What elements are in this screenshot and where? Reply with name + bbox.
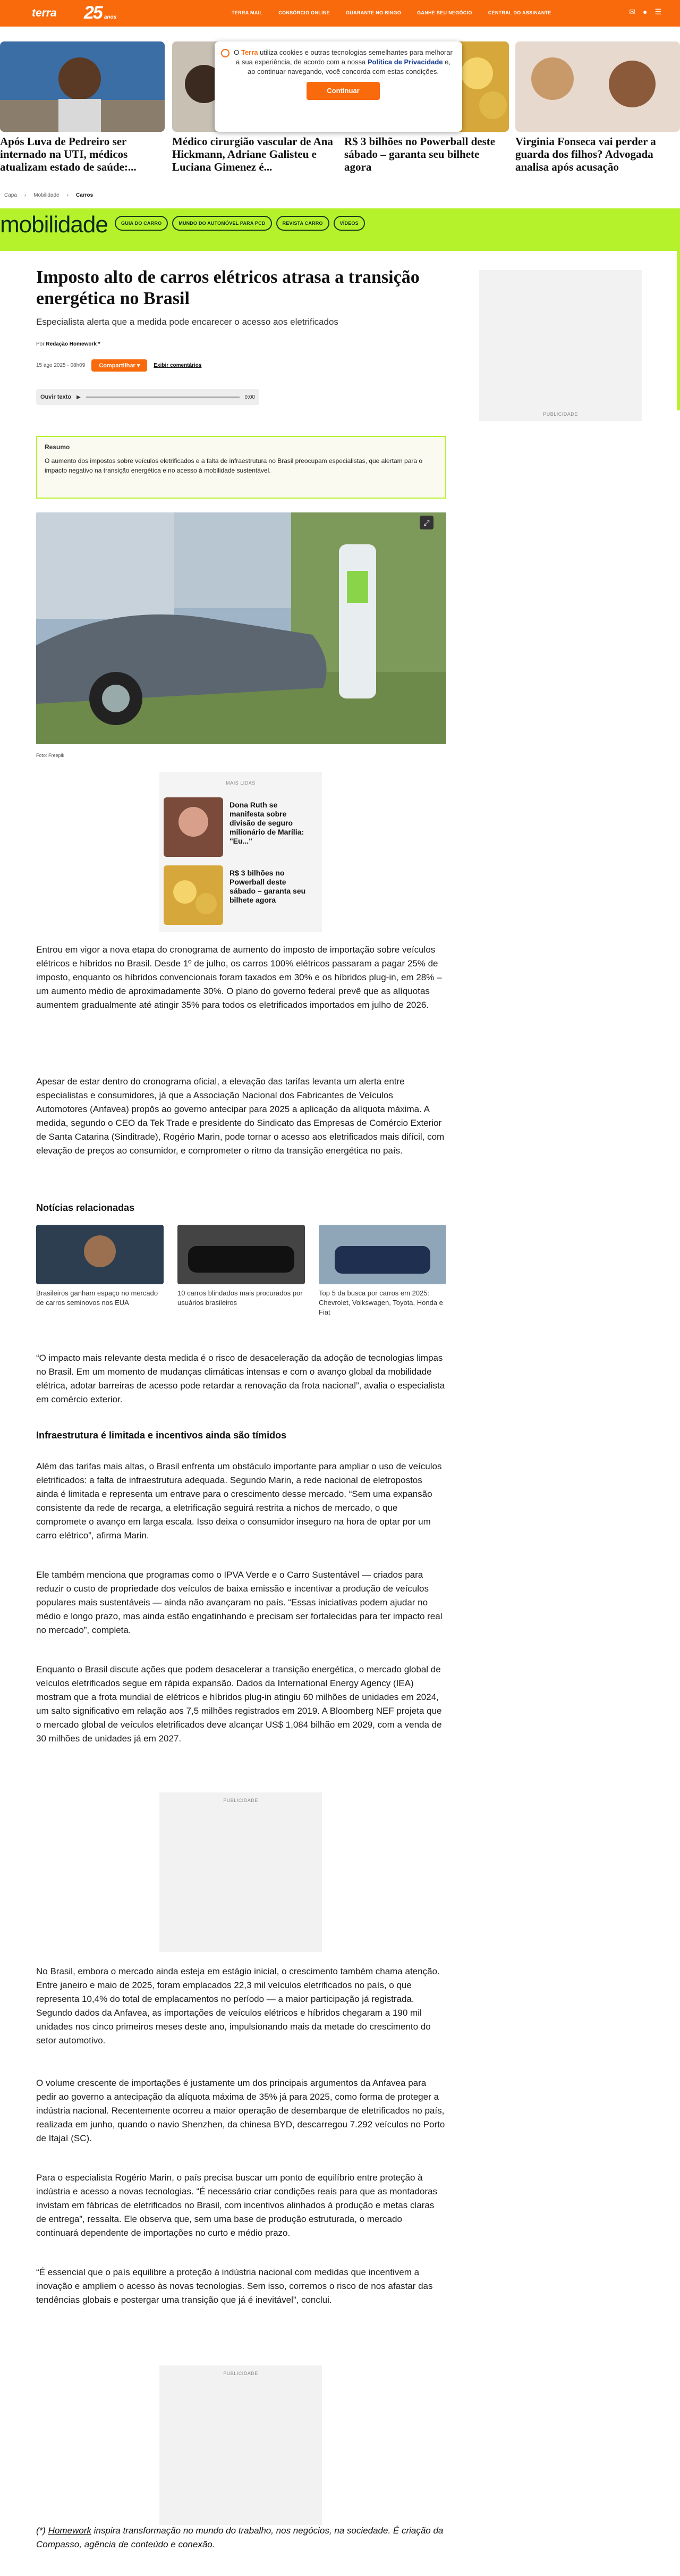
mobilidade-logo[interactable]: mobilidade bbox=[0, 212, 108, 238]
nav-link-terra-mail[interactable]: TERRA MAIL bbox=[232, 10, 263, 15]
top-navigation-bar bbox=[0, 0, 680, 27]
share-button[interactable]: Compartilhar ▾ bbox=[91, 359, 147, 372]
related-news-item[interactable] bbox=[177, 1225, 305, 1308]
breadcrumb-capa[interactable]: Capa bbox=[4, 192, 17, 198]
article-paragraph: Apesar de estar dentro do cronograma oficial, a elevação das tarifas levanta um alerta entre especialistas e consumidores, já que a Associação Nacional dos Fabricantes de Veículos Automotores (Anfavea) propôs ao governo antecipar para 2025 a aplicação da alíquota máxima. A medida, segundo o CEO da Tek Trade e presidente do Sindicato das Empresas de Comércio Exterior de Santa Catarina (Sinditrade), Rogério Marin, pode tornar o acesso aos eletrificados mais difícil, com elevação de preços ao consumidor, e comprometer o ritmo da transição energética no país. bbox=[36, 1076, 445, 1156]
article-footnote: (*) Homework inspira transformação no mundo do trabalho, nos negócios, na sociedade. É criação da Compasso, agência de conteúdo e conexão. bbox=[36, 2526, 444, 2549]
top-nav-links bbox=[232, 10, 551, 15]
most-read-title: R$ 3 bilhões no Powerball deste sábado – garanta seu bilhete agora bbox=[230, 869, 306, 904]
most-read-image bbox=[164, 865, 223, 925]
nav-link-assinante[interactable]: CENTRAL DO ASSINANTE bbox=[488, 10, 551, 15]
cookie-icon bbox=[221, 49, 230, 57]
story-title: Após Luva de Pedreiro ser internado na UTI, médicos atualizam estado de saúde:... bbox=[0, 135, 137, 173]
cookie-text: O Terra utiliza cookies e outras tecnologias semelhantes para melhorar a sua experiência, de acordo com a nossa Política de Privacidade e, ao continuar navegando, você concorda com estas condições. bbox=[234, 48, 453, 75]
story-card[interactable] bbox=[0, 41, 165, 186]
audio-progress-bar[interactable] bbox=[86, 397, 240, 398]
anniversary-logo: 25 anos bbox=[84, 3, 117, 23]
article-paragraph: Além das tarifas mais altas, o Brasil enfrenta um obstáculo importante para ampliar o uso de veículos eletrificados: a falta de infraestrutura adequada. Segundo Marin, a rede nacional de eletropostos ainda é limitada e representa um entrave para o crescimento desse mercado. “Sem uma expansão consistente da rede de recarga, a eletrificação seguirá restrita a nichos de mercado, o que compromete o avanço em larga escala. Isso deixa o consumidor inseguro na hora de optar por um carro elétrico”, afirma Marin. bbox=[36, 1461, 442, 1540]
nav-link-consorcio[interactable]: CONSÓRCIO ONLINE bbox=[278, 10, 330, 15]
chevron-down-icon: ▾ bbox=[137, 363, 140, 369]
section-pill-pcd[interactable]: MUNDO DO AUTOMÓVEL PARA PCD bbox=[172, 216, 271, 231]
section-accent-line bbox=[677, 251, 680, 410]
most-read-title: Dona Ruth se manifesta sobre divisão de seguro milionário de Marília: "Eu..." bbox=[230, 801, 304, 845]
inline-ad: PUBLICIDADE bbox=[159, 2365, 322, 2525]
user-icon[interactable]: ● bbox=[642, 7, 648, 16]
related-news-image bbox=[36, 1225, 164, 1284]
summary-title: Resumo bbox=[45, 443, 70, 451]
related-news-image bbox=[319, 1225, 446, 1284]
show-comments-link[interactable]: Exibir comentários bbox=[154, 363, 202, 368]
mail-icon[interactable]: ✉ bbox=[629, 7, 635, 16]
article-subheading: Infraestrutura é limitada e incentivos ainda são tímidos bbox=[36, 1430, 287, 1441]
photo-credit: Foto: Freepik bbox=[36, 753, 65, 758]
sidebar-ad: PUBLICIDADE bbox=[479, 270, 642, 421]
story-image bbox=[0, 41, 165, 132]
story-image bbox=[515, 41, 680, 132]
related-news-title: Top 5 da busca por carros em 2025: Chevrolet, Volkswagen, Toyota, Honda e Fiat bbox=[319, 1289, 443, 1316]
article-paragraph: Enquanto o Brasil discute ações que podem desacelerar a transição energética, o mercado global de veículos eletrificados segue em rápida expansão. Dados da International Energy Agency (IEA) mostram que a frota mundial de elétricos e híbridos plug-in atingiu 60 milhões de unidades em 2024, um salto significativo em relação aos 7,5 milhões registrados em 2019. A Bloomberg NEF projeta que o mercado global de veículos eletrificados deve alcançar US$ 1,084 bilhão em 2029, com a venda de 30 milhões de unidades já em 2027. bbox=[36, 1664, 442, 1744]
byline: Por Redação Homework * bbox=[36, 341, 100, 347]
privacy-policy-link[interactable]: Política de Privacidade bbox=[367, 58, 443, 66]
article-meta bbox=[36, 359, 201, 372]
article-paragraph: O volume crescente de importações é justamente um dos principais argumentos da Anfavea para pedir ao governo a antecipação da alíquota máxima de 35% já para 2025, como forma de proteger a indústria nacional. Recentemente ocorreu a maior operação de desembarque de eletrificados no país, realizada em junho, quando o navio Shenzhen, da chinesa BYD, descarregou 7.292 veículos no Porto de Itajaí (SC). bbox=[36, 2078, 445, 2143]
cookie-consent-banner bbox=[215, 41, 462, 132]
breadcrumb-separator: › bbox=[66, 192, 69, 198]
article-paragraph: Entrou em vigor a nova etapa do cronograma de aumento do imposto de importação sobre veículos elétricos e híbridos no Brasil. Desde 1º de julho, os carros 100% elétricos passaram a pagar 25% de imposto, enquanto os híbridos convencionais foram taxados em 30% e os híbridos plug-in, em 28% – um aumento médio de aproximadamente 30%. O plano do governo federal prevê que as alíquotas aumentem gradualmente até atingir 35% para todos os eletrificados importados em julho de 2026. bbox=[36, 945, 442, 1010]
article-paragraph: No Brasil, embora o mercado ainda esteja em estágio inicial, o crescimento também chama atenção. Entre janeiro e maio de 2025, foram emplacados 22,3 mil veículos eletrificados no país, o que representa 10,4% do total de emplacamentos no período — a maior participação já registrada. Segundo dados da Anfavea, as importações de veículos elétricos e híbridos chegaram a 190 mil unidades nos cinco primeiros meses deste ano, impulsionando mais da metade do crescimento do setor automotivo. bbox=[36, 1966, 440, 2045]
breadcrumb-carros[interactable]: Carros bbox=[75, 192, 94, 198]
most-read-item[interactable] bbox=[164, 865, 318, 925]
article-title: Imposto alto de carros elétricos atrasa a transição energética no Brasil bbox=[36, 267, 420, 308]
related-news-item[interactable] bbox=[36, 1225, 164, 1308]
article-summary bbox=[36, 436, 446, 499]
section-pill-videos[interactable]: VÍDEOS bbox=[334, 216, 365, 231]
most-read-image bbox=[164, 797, 223, 857]
homework-link[interactable]: Homework bbox=[48, 2526, 91, 2536]
article-subtitle: Especialista alerta que a medida pode encarecer o acesso aos eletrificados bbox=[36, 317, 338, 327]
continue-button[interactable]: Continuar bbox=[307, 82, 379, 100]
summary-text: O aumento dos impostos sobre veículos eletrificados e a falta de infraestrutura no Brasil preocupam especialistas, que alertam para o impacto negativo na transição energética e no acesso à mobilidade sustentável. bbox=[45, 457, 423, 474]
audio-time: 0:00 bbox=[244, 394, 255, 400]
article bbox=[0, 251, 680, 2576]
most-read-label: MAIS LIDAS bbox=[226, 780, 256, 786]
section-pill-revista[interactable]: REVISTA CARRO bbox=[276, 216, 329, 231]
top-icons bbox=[629, 7, 661, 16]
story-card[interactable] bbox=[515, 41, 680, 186]
listen-label: Ouvir texto bbox=[40, 394, 72, 400]
section-nav bbox=[115, 216, 365, 231]
most-read-widget bbox=[159, 772, 322, 932]
article-paragraph: Para o especialista Rogério Marin, o país precisa buscar um ponto de equilíbrio entre proteção à indústria e acesso a novas tecnologias. “É necessário criar condições reais para que as montadoras invistam em fábricas de eletrificados no Brasil, com incentivos alinhados à produção e metas claras de entrega”, ressalta. Ele observa que, sem uma base de produção estruturada, o mercado continuará dependente de importações no curto e médio prazo. bbox=[36, 2173, 438, 2238]
related-news-image bbox=[177, 1225, 305, 1284]
author-name: Redação Homework * bbox=[46, 341, 100, 347]
related-news-title: 10 carros blindados mais procurados por usuários brasileiros bbox=[177, 1289, 303, 1307]
article-paragraph: Ele também menciona que programas como o IPVA Verde e o Carro Sustentável — criados para reduzir o custo de propriedade dos veículos de baixa emissão e incentivar a produção de veículos populares mais sustentáveis — ainda não avançaram no país. “Essas iniciativas podem ajudar no médio e longo prazo, mas ainda estão engatinhando e precisam ser fortalecidas para ter impacto real no mercado”, completa. bbox=[36, 1570, 443, 1635]
article-main-image[interactable] bbox=[36, 512, 446, 744]
related-news-item[interactable] bbox=[319, 1225, 446, 1317]
play-icon[interactable]: ▶ bbox=[76, 394, 81, 400]
story-title: R$ 3 bilhões no Powerball deste sábado – garanta seu bilhete agora bbox=[344, 135, 496, 173]
section-header bbox=[0, 208, 680, 251]
inline-ad: PUBLICIDADE bbox=[159, 1792, 322, 1952]
breadcrumb-mobilidade[interactable]: Mobilidade bbox=[33, 192, 60, 198]
publish-date: 15 ago 2025 - 08h09 bbox=[36, 363, 86, 368]
related-news-title: Brasileiros ganham espaço no mercado de carros seminovos nos EUA bbox=[36, 1289, 158, 1307]
breadcrumb-separator: › bbox=[24, 192, 27, 198]
nav-link-bingo[interactable]: GUARANTE NO BINGO bbox=[345, 10, 402, 15]
terra-logo[interactable]: terra bbox=[32, 7, 57, 19]
related-news-heading: Notícias relacionadas bbox=[36, 1202, 135, 1213]
article-paragraph: “O impacto mais relevante desta medida é o risco de desaceleração da adoção de tecnologias limpas no Brasil. Em um momento de mudanças climáticas intensas e com o avanço global da mobilidade elétrica, adotar barreiras de acesso pode retardar a renovação da frota nacional”, avalia o especialista em comércio exterior. bbox=[36, 1353, 445, 1404]
most-read-item[interactable] bbox=[164, 797, 318, 857]
svg-text:⤢: ⤢ bbox=[423, 519, 430, 527]
breadcrumb bbox=[4, 192, 93, 198]
story-title: Virginia Fonseca vai perder a guarda dos filhos? Advogada analisa após acusação bbox=[515, 135, 656, 173]
story-title: Médico cirurgião vascular de Ana Hickmann, Adriane Galisteu e Luciana Gimenez é... bbox=[172, 135, 333, 173]
audio-player bbox=[36, 389, 259, 405]
menu-icon[interactable]: ☰ bbox=[654, 7, 661, 16]
nav-link-negocio[interactable]: GANHE SEU NEGÓCIO bbox=[417, 10, 472, 15]
article-paragraph: “É essencial que o país equilibre a proteção à indústria nacional com medidas que incentivem a inovação e ampliem o acesso às novas tecnologias. Sem isso, corremos o risco de nos afastar das tendências globais e postergar uma transição que já é inevitável”, conclui. bbox=[36, 2267, 433, 2305]
section-pill-guia[interactable]: GUIA DO CARRO bbox=[115, 216, 168, 231]
